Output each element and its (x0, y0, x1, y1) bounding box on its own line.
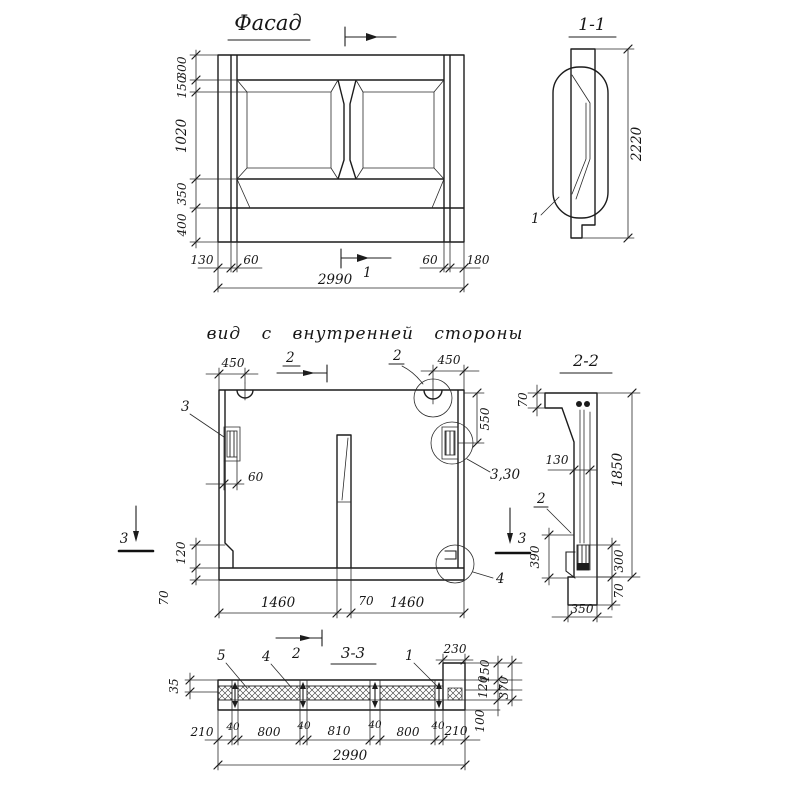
section33-dim100: 100 (473, 709, 487, 733)
facade-view (174, 11, 490, 292)
section22-dim350: 350 (570, 602, 594, 616)
cut3-right-arrow-icon (507, 533, 513, 544)
inner-insert-right (431, 422, 520, 483)
inner-dim1460l: 1460 (260, 595, 296, 611)
section11-profile (571, 49, 595, 238)
inner-dim550: 550 (478, 407, 492, 431)
section-1-1-view (531, 15, 645, 242)
inner-dim70c: 70 (358, 594, 374, 608)
loop-pos2-label: 2 (393, 348, 402, 364)
inner-detail-lines (245, 381, 433, 502)
cut3-left-arrow-icon (133, 531, 139, 542)
inner-title: вид с внутренней стороны (206, 324, 524, 344)
facade-title: Фасад (234, 11, 302, 35)
inner-pos3-label: 3 (181, 399, 190, 415)
facade-dim-60-left: 60 (243, 253, 259, 267)
section22-dim130: 130 (545, 453, 569, 467)
inner-outline (219, 390, 464, 580)
section33-bottom-dims (190, 710, 480, 770)
section33-dim120: 120 (476, 675, 490, 699)
section22-dim390: 390 (528, 545, 542, 569)
facade-dim-130: 130 (190, 253, 214, 267)
cut2-top-arrow-icon (303, 370, 315, 376)
inner-dim-450-left (206, 356, 258, 390)
section11-pos1-label: 1 (531, 211, 540, 227)
section33-dim35 (167, 673, 218, 699)
facade-dim-60-right: 60 (422, 253, 438, 267)
insert-left-hatch (227, 431, 237, 457)
cut2-top-label: 2 (286, 350, 295, 366)
dim-40-4: 40 (431, 720, 445, 732)
section11-height-dim (582, 45, 645, 242)
section11-recess-capsule (553, 67, 608, 218)
section33-pos4-label: 4 (262, 649, 271, 665)
section33-dim370: 370 (497, 676, 511, 700)
dim-210-left: 210 (190, 725, 214, 739)
inner-detail4 (436, 545, 505, 587)
section22-dim70-bottom: 70 (612, 583, 626, 599)
loop-section-dot (584, 401, 590, 407)
insert-right-hatch (445, 431, 455, 455)
cut1-bottom-label: 1 (363, 265, 372, 281)
section22-insert-anchor (577, 563, 589, 570)
inner-dim-550 (458, 389, 492, 447)
dim-800-1: 800 (257, 725, 281, 739)
facade-dim-300: 300 (175, 56, 189, 80)
section33-pos1-label: 1 (405, 648, 414, 664)
section33-dim-2990: 2990 (332, 748, 368, 764)
inner-dim120: 120 (174, 541, 188, 565)
inner-view (119, 324, 530, 618)
section33-insulation-hatch (218, 686, 462, 700)
facade-dim-150: 150 (175, 75, 189, 99)
section33-title: 3-3 (340, 644, 366, 662)
section33-dim230-label: 230 (443, 642, 467, 656)
facade-dim-1020: 1020 (174, 118, 190, 154)
loop-section-dot (576, 401, 582, 407)
dim-40-1: 40 (226, 721, 240, 733)
facade-left-dims (174, 50, 247, 248)
cut2-bottom-arrow-icon (300, 635, 312, 641)
section22-dim70-top: 70 (516, 392, 530, 408)
section-2-2-view (516, 351, 640, 622)
dim-210-right: 210 (444, 724, 468, 738)
cut3-left-label: 3 (119, 531, 129, 547)
cut1-top-arrow-icon (366, 33, 378, 41)
inner-dim1460r: 1460 (389, 595, 425, 611)
inner-left-dims (157, 538, 225, 606)
section22-dim1850: 1850 (610, 452, 626, 488)
section33-pos5-label: 5 (217, 648, 226, 664)
inner-detail4-label: 4 (496, 571, 505, 587)
section33-dim230 (436, 642, 473, 664)
inner-insert-left (181, 399, 264, 490)
facade-dim-350: 350 (175, 182, 189, 206)
section22-dims (516, 385, 640, 622)
inner-dim60: 60 (248, 470, 264, 484)
section11-inner-lines (572, 75, 590, 199)
section11-dim-2220: 2220 (629, 126, 645, 162)
facade-bottom-dims (191, 242, 490, 292)
inner-dim450r: 450 (437, 353, 461, 367)
cut1-bottom-arrow-icon (357, 254, 369, 262)
dim-810: 810 (327, 724, 351, 738)
facade-recess-bevels (237, 80, 444, 208)
dim-800-2: 800 (396, 725, 420, 739)
inner-cut2-mark (277, 350, 327, 382)
inner-dim450l: 450 (221, 356, 245, 370)
section22-title: 2-2 (573, 351, 599, 370)
section33-dim35-label: 35 (167, 678, 181, 694)
inner-bottom-dims (215, 568, 468, 618)
dim-40-3: 40 (368, 719, 382, 731)
section-3-3-view (167, 630, 522, 770)
cut2-bottom-label: 2 (292, 646, 301, 662)
dim-40-2: 40 (297, 720, 311, 732)
inner-dim-450-right (421, 353, 479, 390)
section11-pos1 (531, 197, 559, 227)
facade-dim-2990: 2990 (317, 272, 353, 288)
inner-detail330-label: 3,30 (489, 467, 521, 483)
facade-outline (218, 55, 464, 242)
section22-profile (545, 393, 597, 605)
section33-dim150: 150 (478, 659, 492, 683)
section22-pos2-label: 2 (537, 491, 546, 507)
section11-title: 1-1 (578, 15, 606, 35)
facade-dim-180: 180 (466, 253, 490, 267)
facade-dim-400: 400 (175, 213, 189, 237)
inner-dim70-left: 70 (157, 590, 171, 606)
facade-cut1-marks (341, 27, 396, 281)
loop-pos2 (389, 348, 423, 384)
cut3-right-label: 3 (517, 531, 527, 547)
section22-dim300: 300 (612, 549, 626, 573)
